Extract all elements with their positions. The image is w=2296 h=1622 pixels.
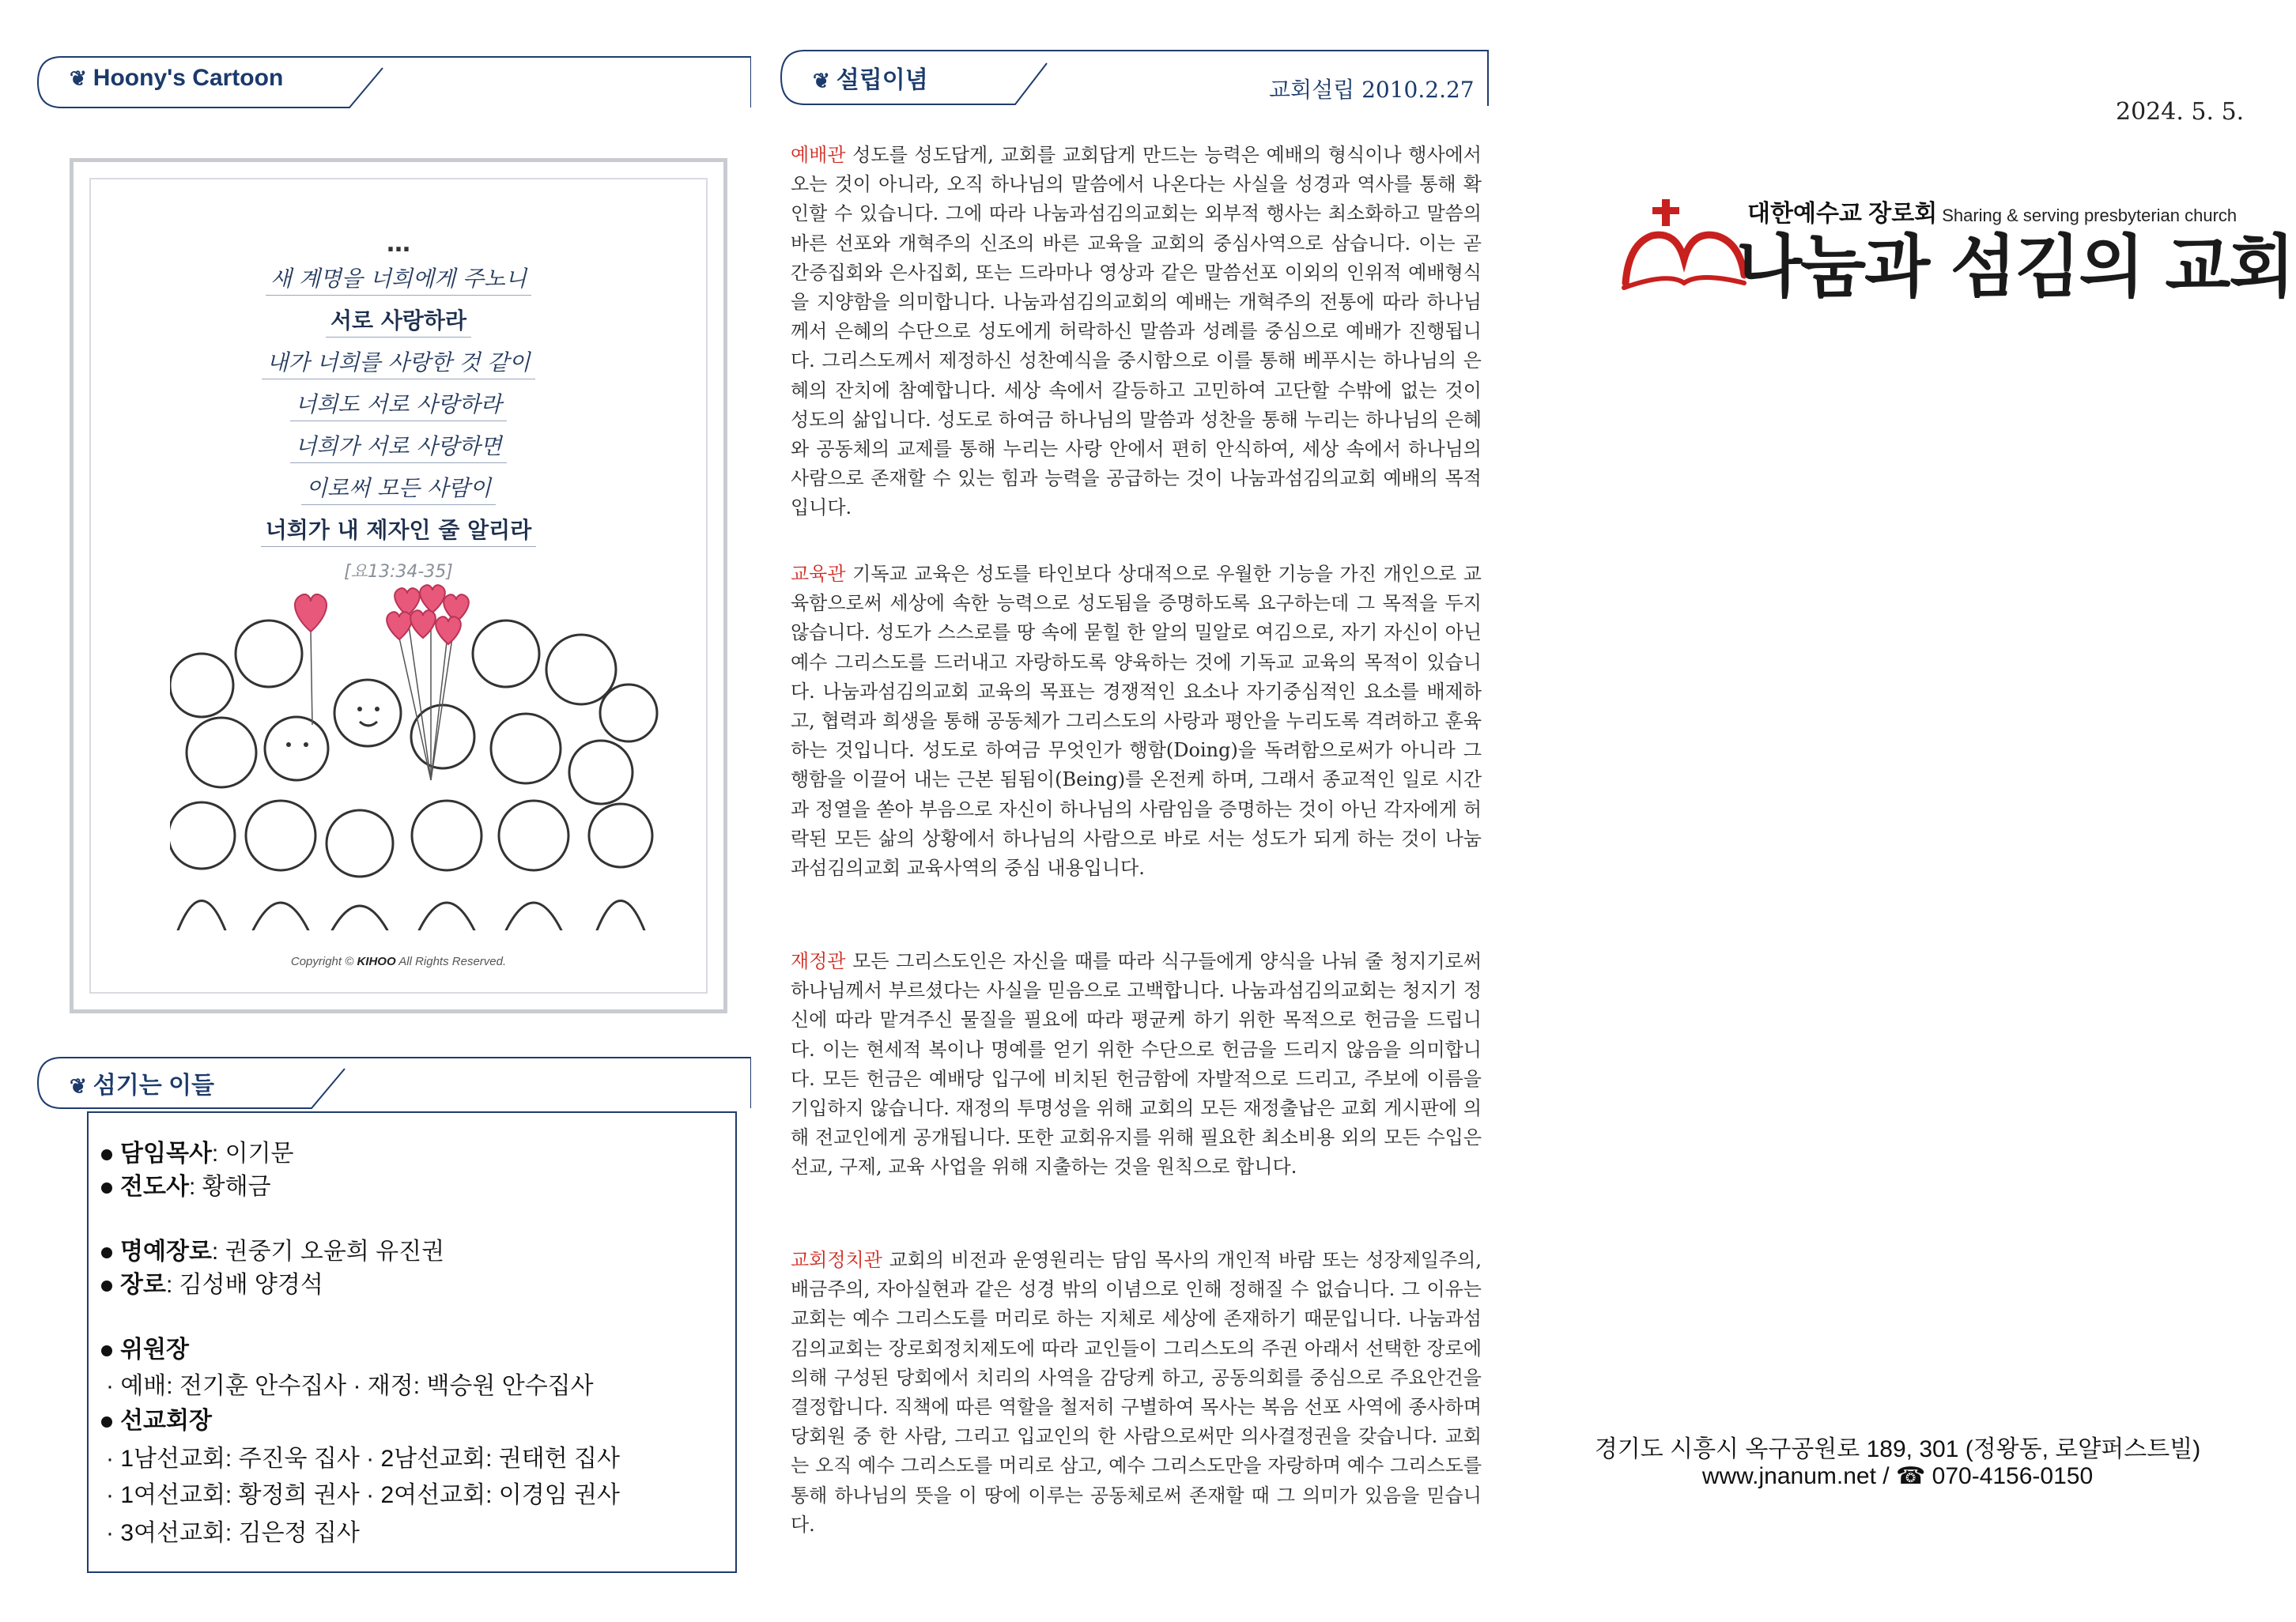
servers-box	[87, 1111, 737, 1573]
bullet-icon	[101, 1281, 112, 1292]
copyright-notice	[91, 955, 706, 968]
copyright-suffix: All Rights Reserved.	[398, 955, 507, 968]
cartoon-illustration	[170, 583, 660, 930]
heart-icon: ❦	[813, 69, 830, 92]
servers-section-title: 섬기는 이들	[93, 1073, 215, 1099]
poem-line: 서로 사랑하라	[326, 304, 471, 338]
senior-pastor: 담임목사: 이기문	[101, 1134, 294, 1168]
bullet-icon	[101, 1416, 112, 1428]
copyright-prefix: Copyright ©	[290, 955, 354, 968]
mission-heads-women-3: · 3여선교회: 김은정 집사	[106, 1520, 360, 1546]
poem-line: 이로써 모든 사람이	[301, 471, 496, 505]
heart-icon: ❦	[70, 1074, 87, 1098]
article-heading: 교육관	[791, 563, 846, 585]
founding-section-title: 설립이념	[836, 67, 928, 93]
committee-heads: · 예배: 전기훈 안수집사 · 재정: 백승원 안수집사	[106, 1373, 594, 1399]
evangelist: 전도사: 황해금	[101, 1167, 271, 1201]
church-web-phone: www.jnanum.net / ☎ 070-4156-0150	[1701, 1463, 2094, 1489]
article-body: 성도를 성도답게, 교회를 교회답게 만드는 능력은 예배의 형식이나 행사에서 오는 것이 아니라, 오직 하나님의 말씀에서 나온다는 사실을 성경과 역사를 통해 확인할 수 있습니다. 그에 따라 나눔과섬김의교회는 외부적 행사는 최소화하고 말씀의 바른 선포와 개혁주의 신조의 바른 교육을 교회의 중심사역으로 삼습니다. 이는 곧 간증집회와 은사집회, 또는 드라마나 영상과 같은 말씀선포 이외의 인위적 예배형식을 지양함을 의미합니다. 나눔과섬김의교회의 예배는 개혁주의 전통에 따라 하나님께서 은혜의 수단으로 성도에게 허락하신 말씀과 성례를 중심으로 예배가 진행됩니다. 그리스도께서 제정하신 성찬예식을 중시함으로 이를 통해 베푸시는 하나님의 은혜의 잔치에 참예합니다. 세상 속에서 갈등하고 고민하여 고단할 수밖에 없는 것이 성도의 삶입니다. 성도로 하여금 하나님의 말씀과 성찬을 통해 누리는 하나님의 은혜와 공동체의 교제를 통해 누리는 사랑 안에서 편히 안식하여, 세상 속에서 하나님의 사람으로 존재할 수 있는 힘과 능력을 공급하는 것이 나눔과섬김의교회 예배의 목적입니다.	[791, 144, 1482, 519]
article-governance	[791, 1246, 1482, 1540]
cartoon-section-header	[35, 55, 751, 106]
poem-reference: [요13:34-35]	[344, 562, 453, 582]
poem-line: 너희가 내 제자인 줄 알리라	[261, 513, 537, 547]
article-heading: 교회정치관	[791, 1249, 882, 1271]
article-body: 기독교 교육은 성도를 타인보다 상대적으로 우월한 기능을 가진 개인으로 교육함으로써 세상에 속한 능력으로 성도됨을 증명하도록 요구하는데 그 목적을 두지 않습니다. 성도가 스스로를 땅 속에 묻힐 한 알의 밀알로 여김으로, 자기 자신이 아닌 예수 그리스도를 드러내고 자랑하도록 양육하는 것에 기독교 교육의 목적이 있습니다. 나눔과섬김의교회 교육의 목표는 경쟁적인 요소나 자기중심적인 요소를 배제하고, 협력과 희생을 통해 공동체가 그리스도의 사랑과 평안을 누리도록 격려하고 훈육하는 것입니다. 성도로 하여금 무엇인가 행함(Doing)을 독려함으로써가 아니라 그 행함을 이끌어 내는 근본 됨됨이(Being)를 온전케 하며, 그래서 종교적인 일로 시간과 정열을 쏟아 부음으로 자신이 하나님의 사람임을 증명하는 것이 아닌 각자에게 허락된 모든 삶의 상황에서 하나님의 사람으로 바로 서는 성도가 되게 하는 것이 나눔과섬김의교회 교육사역의 중심 내용입니다.	[791, 563, 1482, 880]
poem-line: 너희가 서로 사랑하면	[290, 429, 506, 463]
article-body: 교회의 비전과 운영원리는 담임 목사의 개인적 바람 또는 성장제일주의, 배금주의, 자아실현과 같은 성경 밖의 이념으로 인해 정해질 수 없습니다. 그 이유는 교회는 예수 그리스도를 머리로 하는 지체로 세상에 존재하기 때문입니다. 나눔과섬김의교회는 장로회정치제도에 따라 교인들이 그리스도의 주권 아래서 선택한 장로에 의해 구성된 당회에서 치리의 사역을 감당케 하고, 공동의회를 중심으로 주요안건을 결정합니다. 직책에 따른 역할을 철저히 구별하여 목사는 복음 선포 사역에 종사하며 당회원 중 한 사람, 그리고 입교인의 한 사람으로써만 의사결정권을 갖습니다. 교회는 오직 예수 그리스도를 머리로 삼고, 예수 그리스도만을 자랑하며 예수 그리스도를 통해 하나님의 뜻을 이 땅에 이루는 공동체로써 존재할 때 그 의미가 있음을 믿습니다.	[791, 1249, 1482, 1536]
elders: 장로: 김성배 양경석	[101, 1265, 323, 1299]
mission-heads-label: 선교회장	[101, 1401, 212, 1435]
bullet-icon	[101, 1345, 112, 1356]
bullet-icon	[101, 1247, 112, 1258]
founding-date: 교회설립 2010.2.27	[1269, 77, 1475, 103]
poem-line: 내가 너희를 사랑한 것 같이	[262, 345, 534, 379]
mission-heads-women: · 1여선교회: 황정희 권사 · 2여선교회: 이경임 권사	[106, 1482, 621, 1508]
bulletin-date: 2024. 5. 5.	[2116, 98, 2245, 126]
church-address: 경기도 시흥시 옥구공원로 189, 301 (정왕동, 로얄퍼스트빌)	[1594, 1436, 2201, 1462]
poem-ellipsis: …	[387, 230, 410, 258]
logo-church-name: 나눔과 섬김의 교회	[1736, 228, 2294, 307]
article-education	[791, 560, 1482, 883]
poem-line: 새 계명을 너희에게 주노니	[266, 262, 531, 296]
poem	[91, 230, 706, 583]
emeritus-elders: 명예장로: 권중기 오윤희 유진권	[101, 1232, 444, 1266]
bullet-icon	[101, 1149, 112, 1160]
bible-cross-logo-icon	[1621, 196, 1747, 291]
cartoon-section-title: Hoony's Cartoon	[93, 65, 284, 91]
cartoon-frame	[70, 158, 727, 1013]
article-heading: 예배관	[791, 144, 846, 166]
poem-line: 너희도 서로 사랑하라	[290, 387, 506, 421]
copyright-brand: KIHOO	[357, 955, 396, 968]
mission-heads-men: · 1남선교회: 주진욱 집사 · 2남선교회: 권태헌 집사	[106, 1446, 621, 1472]
bullet-icon	[101, 1183, 112, 1194]
article-body: 모든 그리스도인은 자신을 때를 따라 식구들에게 양식을 나눠 줄 청지기로써 하나님께서 부르셨다는 사실을 믿음으로 고백합니다. 나눔과섬김의교회는 청지기 정신에 따라 맡겨주신 물질을 필요에 따라 평균케 하기 위한 목적으로 헌금을 드립니다. 이는 현세적 복이나 명예를 얻기 위한 수단으로 헌금을 드리지 않음을 의미합니다. 모든 헌금은 예배당 입구에 비치된 헌금함에 자발적으로 드리고, 주보에 이름을 기입하지 않습니다. 재정의 투명성을 위해 교회의 모든 재정출납은 교회 게시판에 의해 전교인에게 공개됩니다. 또한 교회유지를 위해 필요한 최소비용 외의 모든 수입은 선교, 구제, 교육 사업을 위해 지출하는 것을 원칙으로 합니다.	[791, 950, 1482, 1179]
heart-icon: ❦	[70, 66, 87, 90]
article-heading: 재정관	[791, 950, 846, 972]
logo-denomination: 대한예수교 장로회	[1747, 201, 1938, 227]
cartoon-panel	[89, 178, 708, 994]
committee-heads-label: 위원장	[101, 1330, 189, 1364]
logo-english-name: Sharing & serving presbyterian church	[1942, 206, 2237, 225]
article-finance	[791, 947, 1482, 1183]
article-worship	[791, 141, 1482, 523]
servers-section-header	[35, 1056, 751, 1107]
